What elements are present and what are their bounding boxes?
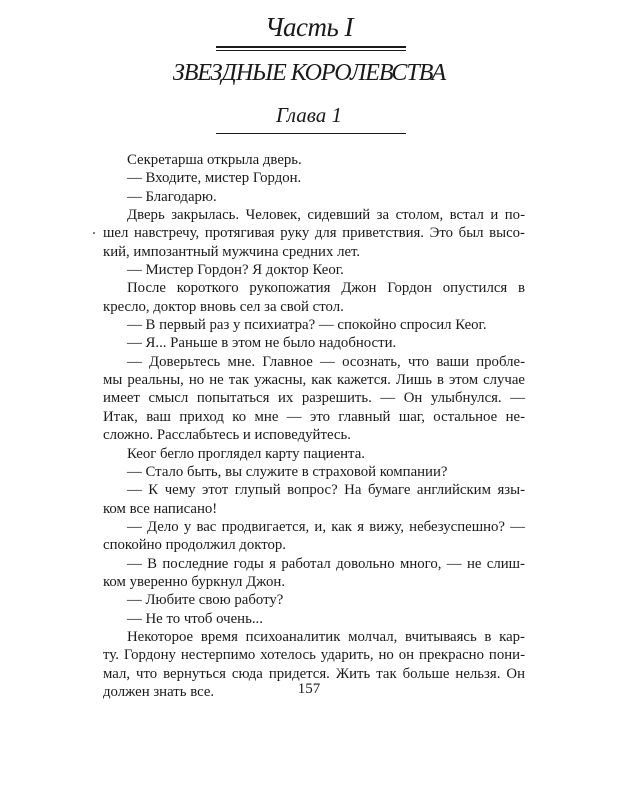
part-title-rule-top	[216, 46, 406, 48]
text-line: кресло, доктор вновь сел за свой стол.	[103, 298, 344, 315]
text-line: — Благодарю.	[127, 188, 217, 205]
text-line: сложно. Расслабьтесь и исповедуйтесь.	[103, 427, 351, 444]
text-line: должен знать все.	[103, 683, 215, 700]
text-line: — Доверьтесь мне. Главное — осознать, что ваши пробле-	[127, 353, 525, 370]
part-title: Часть I	[264, 12, 354, 42]
text-line: — Дело у вас продвигается, и, как я вижу, небезуспешно? —	[127, 518, 525, 535]
text-line: Кеог бегло проглядел карту пациента.	[127, 445, 365, 462]
text-line: После короткого рукопожатия Джон Гордон опустился в	[127, 280, 525, 297]
text-line: ком все написано!	[103, 500, 218, 517]
text-line: — Не то чтоб очень...	[127, 610, 263, 627]
page-number: 157	[297, 681, 321, 697]
scan-speck	[93, 232, 95, 234]
chapter-title-rule	[216, 133, 406, 134]
text-line: ком уверенно буркнул Джон.	[103, 573, 286, 590]
text-line: имеет смысл попытаться их разрешить. — Он улыбнулся. —	[103, 390, 525, 407]
text-line: Некоторое время психоаналитик молчал, вчитываясь в кар-	[127, 628, 525, 645]
text-line: мал, что вернуться сюда придется. Жить так больше нельзя. Он	[103, 665, 525, 682]
text-line: Секретарша открыла дверь.	[127, 152, 302, 168]
text-line: Итак, ваш приход ко мне — это главный шаг, остальное не-	[103, 408, 525, 425]
text-line: ту. Гордону нестерпимо хотелось ударить, но он прекрасно пони-	[103, 647, 525, 664]
book-title: ЗВЕЗДНЫЕ КОРОЛЕВСТВА	[172, 60, 446, 86]
text-line: — Любите свою работу?	[127, 592, 284, 609]
text-line: кий, импозантный мужчина средних лет.	[103, 243, 361, 260]
text-line: — Я... Раньше в этом не было надобности.	[127, 335, 397, 352]
body-text	[103, 151, 525, 701]
text-line: — В первый раз у психиатра? — спокойно спросил Кеог.	[127, 317, 487, 334]
text-line: мы реальны, но не так ужасны, как кажется. Лишь в этом случае	[103, 372, 525, 389]
text-line: шел навстречу, протягивая руку для приветствия. Это был высо-	[103, 225, 525, 242]
text-line: спокойно продолжил доктор.	[103, 537, 286, 554]
part-title-rule-bottom	[216, 50, 406, 51]
text-line: Дверь закрылась. Человек, сидевший за столом, встал и по-	[127, 207, 525, 224]
text-line: — Входите, мистер Гордон.	[127, 170, 302, 187]
text-line: — Стало быть, вы служите в страховой компании?	[127, 463, 448, 480]
text-line: — В последние годы я работал довольно много, — не слиш-	[127, 555, 525, 572]
text-line: — Мистер Гордон? Я доктор Кеог.	[127, 262, 344, 279]
text-line: — К чему этот глупый вопрос? На бумаге английским язы-	[127, 482, 525, 499]
chapter-title: Глава 1	[276, 103, 342, 127]
